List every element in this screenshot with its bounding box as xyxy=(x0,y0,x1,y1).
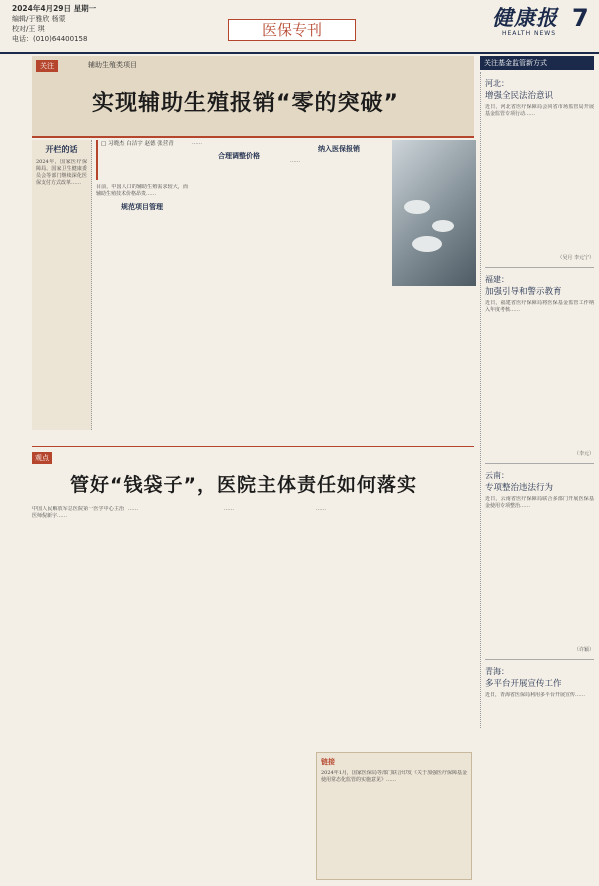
phone-line: 电话：(010)64400158 xyxy=(12,35,88,43)
sidebar-item-text: 近日，青海省医保局利用多平台开展宣传…… xyxy=(485,692,586,698)
banner-headline: 实现辅助生殖报销“零的突破” xyxy=(92,91,399,116)
opinion-col-1-text: 中国人民解放军总医院第一医学中心主治医师倪新宇…… xyxy=(32,506,124,519)
sidebar-item-author: （吴月 李元宁） xyxy=(557,255,594,261)
sidebar-item-title: 专项整治违法行为 xyxy=(485,483,554,493)
section-divider xyxy=(32,446,474,447)
sidebar-item-title: 多平台开展宣传工作 xyxy=(485,679,562,689)
opinion-col-3 xyxy=(224,506,312,880)
article-subhead-2: 合理调整价格 xyxy=(218,151,260,160)
sidebar-divider xyxy=(485,659,594,660)
proofreader-line: 校对/王 琪 xyxy=(12,25,45,33)
article-col-3-text: …… xyxy=(290,158,300,164)
opinion-col-4 xyxy=(316,506,472,746)
article-subhead-1: 规范项目管理 xyxy=(121,202,163,211)
article-subhead-3: 纳入医保报销 xyxy=(318,144,360,153)
sidebar-item-place: 河北： xyxy=(485,79,509,88)
opening-column xyxy=(32,140,92,430)
banner-kicker: 辅助生殖类项目 xyxy=(88,61,137,69)
opening-column-text: 2024年，国家医疗保障局、国家卫生健康委员会等部门继续深化医保支付方式改革…… xyxy=(36,159,87,186)
masthead-rule xyxy=(0,52,599,54)
newspaper-logo-sub: HEALTH NEWS xyxy=(502,30,557,37)
sidebar-item-text: 近日，河北省医疗保障局会同省市场监管局开展基金监管专项行动…… xyxy=(485,104,594,117)
sidebar-item-place: 福建： xyxy=(485,275,509,284)
sidebar-item-text: 近日，云南省医疗保障局联合多部门开展医保基金使用专项整治…… xyxy=(485,496,594,509)
editor-line: 编辑/于雅欣 杨蒙 xyxy=(12,15,66,23)
article-col-2 xyxy=(192,140,286,440)
article-col-1-text: 目前，中国人口的辅助生殖需求较大，而辅助生殖技术价格昂贵…… xyxy=(96,184,188,197)
sidebar-item-place: 云南： xyxy=(485,471,509,480)
sidebar xyxy=(480,72,594,728)
feature-banner xyxy=(32,56,474,138)
issue-date: 2024年4月29日 星期一 xyxy=(12,4,97,13)
link-box-heading: 链接 xyxy=(321,757,335,766)
medicine-photo xyxy=(392,140,476,286)
opinion-col-2 xyxy=(128,506,220,880)
opinion-col-1 xyxy=(32,506,124,880)
opening-column-heading: 开栏的话 xyxy=(45,144,78,154)
article-col-2-text: …… xyxy=(192,140,202,146)
opinion-col-2-text: …… xyxy=(128,506,138,512)
sidebar-divider xyxy=(485,267,594,268)
byline: □ 习晓杰 白洁宇 赵德 张营青 xyxy=(96,140,174,180)
masthead-info xyxy=(12,4,96,44)
sidebar-item-title: 增强全民法治意识 xyxy=(485,91,554,101)
link-box-text: 2024年1月，国家医保局等部门联合印发《关于加强医疗保障基金使用常态化监管的实施意见》…… xyxy=(321,770,467,783)
sidebar-item-title: 加强引导和警示教育 xyxy=(485,287,562,297)
banner-tag: 关注 xyxy=(36,60,58,72)
sidebar-item-place: 青海： xyxy=(485,667,509,676)
article-col-3 xyxy=(290,140,388,440)
opinion-tag: 观点 xyxy=(32,452,52,464)
newspaper-logo: 健康报 xyxy=(492,5,558,30)
sidebar-item-text: 近日，福建省医疗保障局将医保基金监管工作纳入年度考核…… xyxy=(485,300,594,313)
section-title: 医保专刊 xyxy=(228,19,356,41)
page-number: 7 xyxy=(572,4,589,32)
sidebar-title: 关注基金监管新方式 xyxy=(480,56,594,70)
opinion-col-3-text: …… xyxy=(224,506,234,512)
opinion-headline: 管好“钱袋子”，医院主体责任如何落实 xyxy=(70,474,417,496)
sidebar-item-author: （许颖） xyxy=(573,647,594,653)
article-col-1 xyxy=(96,184,188,440)
sidebar-divider xyxy=(485,463,594,464)
link-box xyxy=(316,752,472,880)
opinion-col-4-text: …… xyxy=(316,506,326,512)
sidebar-item-author: （李元） xyxy=(573,451,594,457)
